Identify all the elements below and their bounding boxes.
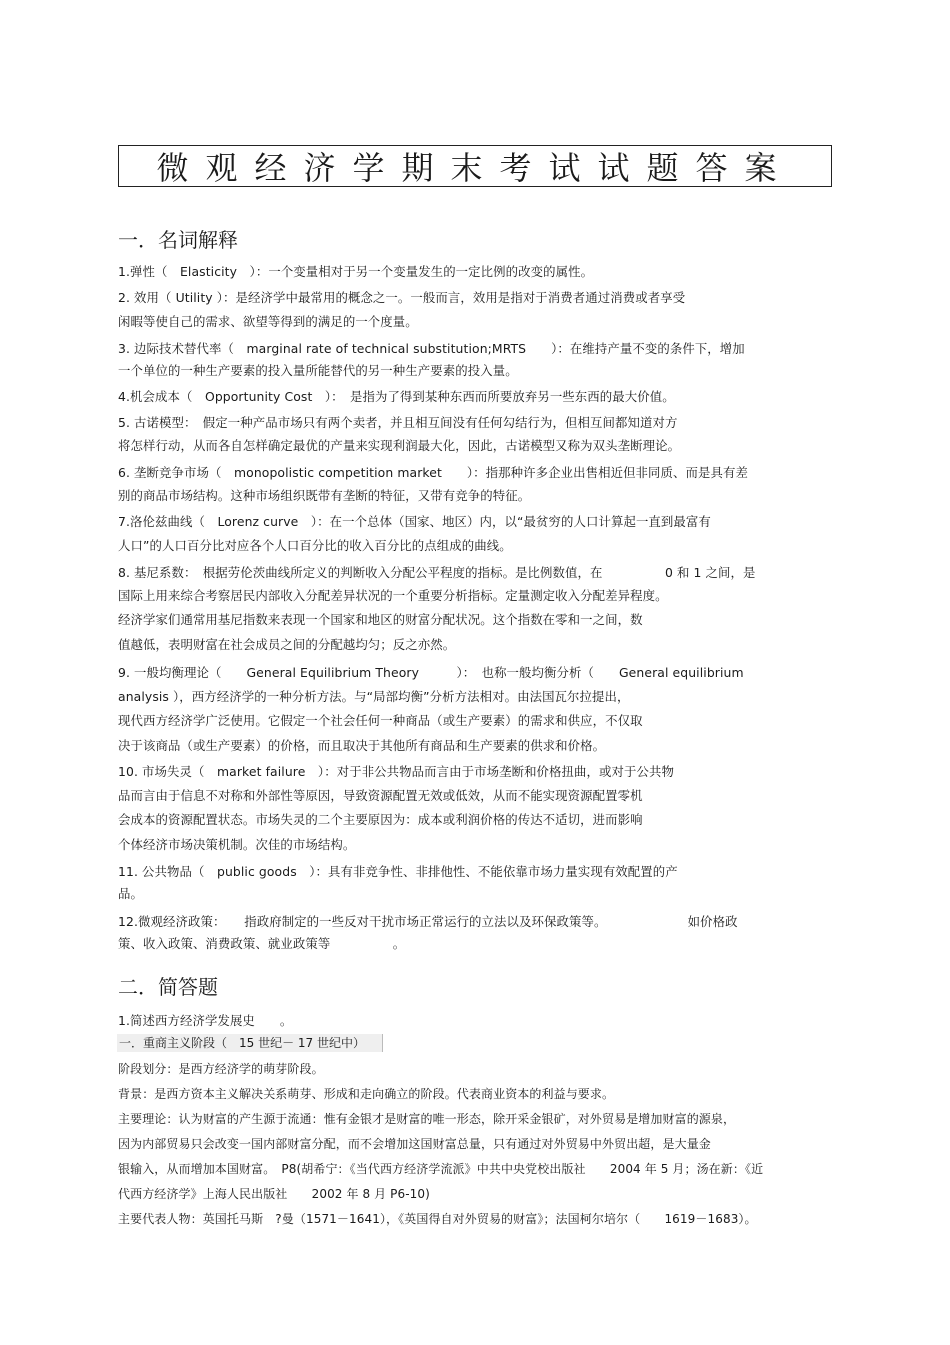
text-line: 决于该商品（或生产要素）的价格，而且取决于其他所有商品和生产要素的供求和价格。 (118, 738, 606, 753)
text-line: 银输入，从而增加本国财富。 P8(胡希宁：《当代西方经济学流派》中共中央党校出版社 2004 年 5 月；汤在新：《近 (118, 1162, 764, 1176)
text-line: 8. 基尼系数： 根据劳伦茨曲线所定义的判断收入分配公平程度的指标。是比例数值，在 0 和 1 之间，是 (118, 565, 756, 580)
text-line: 4.机会成本（ Opportunity Cost ）： 是指为了得到某种东西而所要放弃另一些东西的最大价值。 (118, 389, 675, 404)
section-heading-short-answer: 二．简答题 (118, 975, 218, 999)
text-line: 背景：是西方资本主义解决关系萌芽、形成和走向确立的阶段。代表商业资本的利益与要求。 (118, 1087, 615, 1101)
text-line: 7.洛伦兹曲线（ Lorenz curve ）：在一个总体（国家、地区）内，以“最贫穷的人口计算起一直到最富有 (118, 514, 711, 529)
text-line: 个体经济市场决策机制。次佳的市场结构。 (118, 837, 356, 852)
text-line: 12.微观经济政策： 指政府制定的一些反对干扰市场正常运行的立法以及环保政策等。 如价格政 (118, 914, 738, 929)
text-line: 阶段划分：是西方经济学的萌芽阶段。 (118, 1062, 324, 1076)
document-title: 微观经济学期末考试试题答案 (118, 145, 832, 187)
text-line: 主要理论：认为财富的产生源于流通：惟有金银才是财富的唯一形态，除开采金银矿，对外贸易是增加财富的源泉， (118, 1112, 736, 1126)
text-line: 因为内部贸易只会改变一国内部财富分配，而不会增加这国财富总量，只有通过对外贸易中外贸出超，是大量金 (118, 1137, 711, 1151)
text-line: 一个单位的一种生产要素的投入量所能替代的另一种生产要素的投入量。 (118, 363, 518, 378)
text-line: 国际上用来综合考察居民内部收入分配差异状况的一个重要分析指标。定量测定收入分配差异程度。 (118, 588, 668, 603)
text-line: 9. 一般均衡理论（ General Equilibrium Theory ）： 也称一般均衡分析（ General equilibrium (118, 665, 744, 680)
text-line: 主要代表人物：英国托马斯 ?曼（1571－1641），《英国得自对外贸易的财富》；法国柯尔培尔（ 1619－1683）。 (118, 1212, 757, 1226)
text-line: 现代西方经济学广泛使用。它假定一个社会任何一种商品（或生产要素）的需求和供应，不仅取 (118, 713, 643, 728)
text-line: 代西方经济学》上海人民出版社 2002 年 8 月 P6-10) (118, 1187, 430, 1201)
text-line: 会成本的资源配置状态。市场失灵的二个主要原因为：成本或利润价格的传达不适切，进而影响 (118, 812, 643, 827)
text-line: 品。 (118, 886, 143, 901)
text-line: 11. 公共物品（ public goods ）：具有非竞争性、非排他性、不能依靠市场力量实现有效配置的产 (118, 864, 678, 879)
text-line: 将怎样行动，从而各自怎样确定最优的产量来实现利润最大化，因此，古诺模型又称为双头垄断理论。 (118, 438, 681, 453)
text-line: 10. 市场失灵（ market failure ）：对于非公共物品而言由于市场垄断和价格扭曲，或对于公共物 (118, 764, 674, 779)
stage-heading: 一．重商主义阶段（ 15 世纪－ 17 世纪中） (117, 1034, 383, 1052)
text-line: 2. 效用（ Utility ）：是经济学中最常用的概念之一。一般而言，效用是指对于消费者通过消费或者享受 (118, 290, 686, 305)
text-line: analysis ），西方经济学的一种分析方法。与“局部均衡”分析方法相对。由法国瓦尔拉提出， (118, 689, 630, 704)
text-line: 经济学家们通常用基尼指数来表现一个国家和地区的财富分配状况。这个指数在零和一之间，数 (118, 612, 643, 627)
text-line: 5. 古诺模型： 假定一种产品市场只有两个卖者，并且相互间没有任何勾结行为，但相互间都知道对方 (118, 415, 678, 430)
text-line: 1.弹性（ Elasticity ）：一个变量相对于另一个变量发生的一定比例的改变的属性。 (118, 264, 594, 279)
text-line: 策、收入政策、消费政策、就业政策等 。 (118, 936, 406, 951)
text-line: 闲暇等使自己的需求、欲望等得到的满足的一个度量。 (118, 314, 418, 329)
text-line: 人口”的人口百分比对应各个人口百分比的收入百分比的点组成的曲线。 (118, 538, 512, 553)
text-line: 别的商品市场结构。这种市场组织既带有垄断的特征，又带有竞争的特征。 (118, 488, 531, 503)
text-line: 值越低，表明财富在社会成员之间的分配越均匀；反之亦然。 (118, 637, 456, 652)
question-title: 1.简述西方经济学发展史 。 (118, 1013, 293, 1028)
section-heading-glossary: 一．名词解释 (118, 228, 238, 252)
text-line: 3. 边际技术替代率（ marginal rate of technical substitution;MRTS ）：在维持产量不变的条件下，增加 (118, 341, 745, 356)
text-line: 品而言由于信息不对称和外部性等原因，导致资源配置无效或低效，从而不能实现资源配置零机 (118, 788, 643, 803)
text-line: 6. 垄断竞争市场（ monopolistic competition market ）：指那种许多企业出售相近但非同质、而是具有差 (118, 465, 748, 480)
